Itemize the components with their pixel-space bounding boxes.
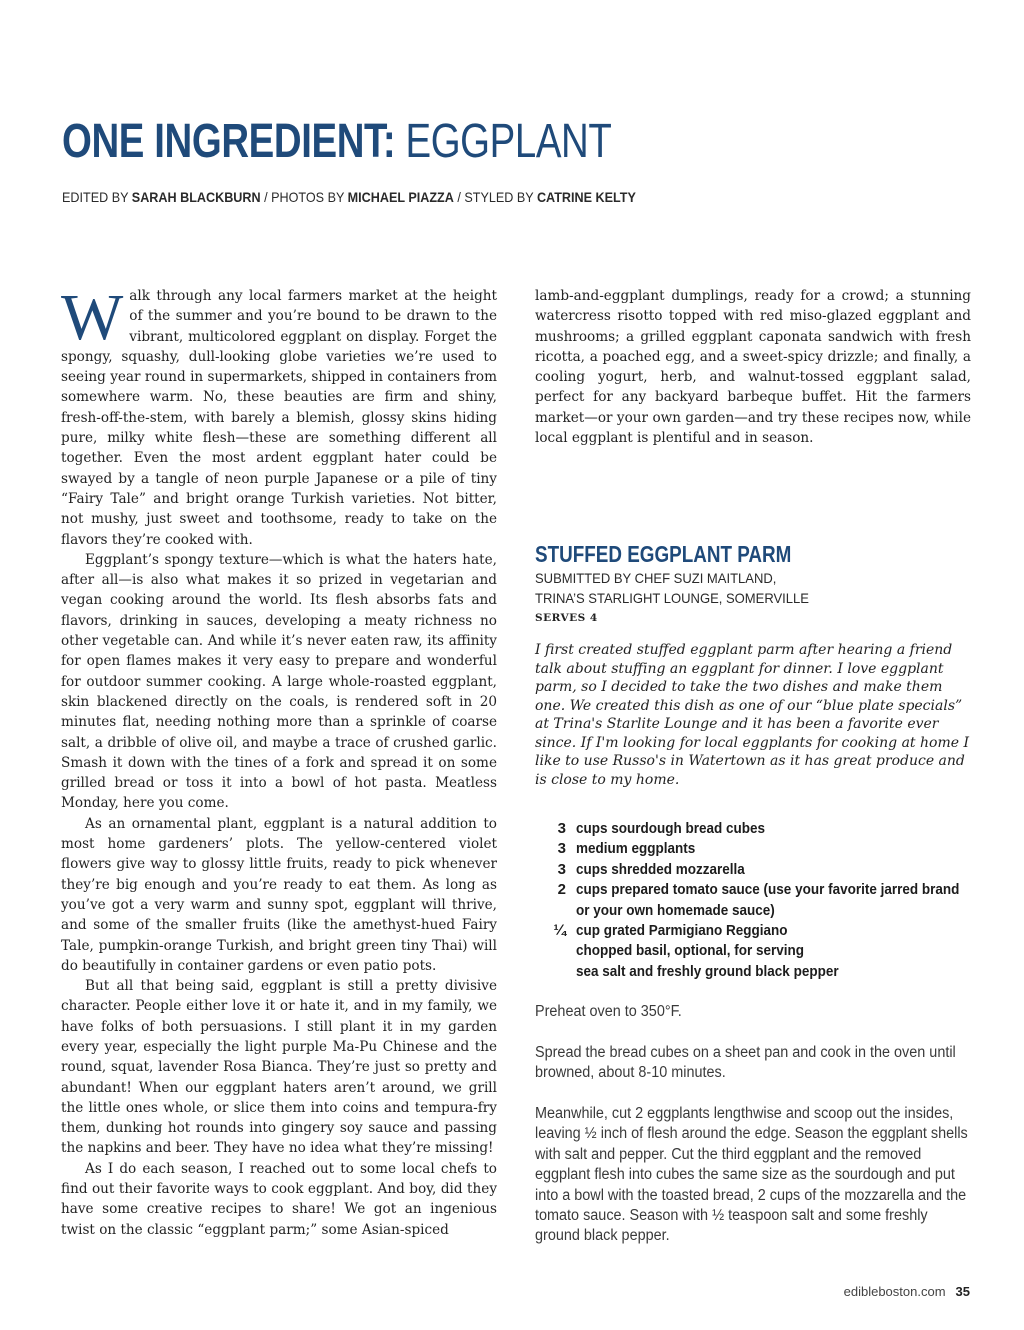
editor-name: SARAH BLACKBURN: [131, 189, 261, 205]
paragraph-text: alk through any local farmers market at the height of the summer and you’re bound to be drawn to the vibrant, multicolored eggplant on display. Forget the spongy, squashy, dull-looking globe varieties we’re used to seeing year round in supermarkets, shipped in containers from somewhere warm. No, these beauties are firm and shiny, fresh-off-the-stem, with barely a blemish, glossy skins hiding pure, milky white flesh—these are something different all together. Even the most ardent eggplant hater could be swayed by a tangle of neon purple Japanese or a pile of tiny “Fairy Tale” and bright orange Turkish varieties. Not bitter, not mushy, just sweet and toothsome, ready to take on the flavors they’re cooked with.: [61, 288, 497, 548]
step-text: Meanwhile, cut 2 eggplants lengthwise and scoop out the insides, leaving ½ inch of flesh around the edge. Season the eggplant shells with salt and pepper. Cut the third eggplant and the removed eggplant flesh into cubes the same size as the sourdough and put into a bowl with the toasted bread, 2 cups of the mozzarella and the tomato sauce. Season with ½ teaspoon salt and some freshly ground black pepper.: [535, 1105, 968, 1245]
ingredient-item: [535, 860, 975, 880]
ingredient-item: [535, 839, 975, 859]
recipe-step: [535, 1043, 975, 1084]
credits-line: [62, 188, 636, 206]
ingredient-text: chopped basil, optional, for serving: [576, 942, 805, 960]
recipe-headnote: I first created stuffed eggplant parm after hearing a friend talk about stuffing an eggplant for dinner. I love eggplant parm, so I decided to take the two dishes and make them one. We created this dish as one of our “blue plate specials” at Trina's Starlite Lounge and it has been a favorite ever since. If I'm looking for local eggplants for cooking at home I like to use Russo's in Watertown as it has great produce and is close to my home.: [535, 642, 969, 788]
drop-cap: W: [61, 281, 124, 354]
recipe-step: [535, 1104, 975, 1247]
photos-label: / PHOTOS BY: [264, 189, 345, 205]
ingredient-text: medium eggplants: [576, 840, 696, 858]
page-number: 35: [955, 1284, 970, 1299]
ingredient-item: [535, 962, 975, 982]
submitted-line-2: TRINA’S STARLIGHT LOUNGE, SOMERVILLE: [535, 590, 809, 606]
article-continuation: lamb-and-eggplant dumplings, ready for a crowd; a stunning watercress risotto topped with red miso-glazed eggplant and mushrooms; a grilled eggplant caponata sandwich with fresh ricotta, a poached egg, and a sweet-spicy drizzle; and finally, a cooling yogurt, herb, and walnut-tossed eggplant salad, perfect for any backyard barbeque buffet. Hit the farmers market—or your own garden—and try these recipes now, while local eggplant is plentiful and in season.: [535, 288, 971, 447]
page-footer: [844, 1284, 970, 1300]
submitted-line-1: SUBMITTED BY CHEF SUZI MAITLAND,: [535, 570, 777, 586]
photographer-name: MICHAEL PIAZZA: [347, 189, 454, 205]
ingredient-qty: 3: [557, 860, 566, 878]
article-paragraph: [61, 281, 497, 550]
ingredient-text: sea salt and freshly ground black pepper: [576, 962, 839, 980]
ingredient-item: [535, 819, 975, 839]
title-bold: ONE INGREDIENT:: [62, 115, 396, 168]
stylist-name: CATRINE KELTY: [536, 189, 636, 205]
ingredient-item: [535, 921, 975, 941]
recipe-submitted-by: [535, 568, 809, 608]
footer-site: edibleboston.com: [843, 1284, 946, 1299]
ingredient-text: cups shredded mozzarella: [576, 860, 745, 878]
title-light: EGGPLANT: [405, 115, 612, 168]
article-paragraph: Eggplant’s spongy texture—which is what the haters hate, after all—is also what makes it so prized in vegetarian and vegan cooking around the world. Its flesh absorbs fats and flavors, drinking in sauces, developing a meaty richness no other vegetable can. And while it’s never eaten raw, its affinity for open flames makes it very easy to prepare and wonderful for outdoor summer cooking. A large whole-roasted eggplant, skin blackened directly on the coals, is rendered soft in 20 minutes flat, needing nothing more than a sprinkle of coarse salt, a dribble of olive oil, and maybe a trace of crushed garlic. Smash it down with the tines of a fork and spread it on some grilled bread or toss it into a bowl of hot pasta. Meatless Monday, here you come.: [61, 551, 497, 812]
recipe-title: STUFFED EGGPLANT PARM: [535, 541, 792, 567]
ingredient-text: cups prepared tomato sauce (use your favorite jarred brand or your own homemade sauce): [576, 881, 960, 919]
step-text: Preheat oven to 350°F.: [535, 1003, 682, 1020]
ingredient-item: [535, 880, 975, 921]
ingredient-text: cups sourdough bread cubes: [576, 820, 766, 837]
ingredient-qty: 2: [557, 881, 566, 899]
article-paragraph: As an ornamental plant, eggplant is a natural addition to most home gardeners’ plots. The yellow-centered violet flowers give way to glossy little fruits, ready to pick whenever they’re big enough and you’re ready to eat them. As long as you’ve got a very warm and sunny spot, eggplant will thrive, and some of the smaller fruits (like the amethyst-hued Fairy Tale, pumpkin-orange Turkish, and bright green tiny Thai) will do beautifully in container gardens or even patio pots.: [61, 815, 497, 974]
edited-label: EDITED BY: [62, 189, 129, 205]
ingredient-text: cup grated Parmigiano Reggiano: [576, 922, 788, 940]
ingredient-list: [535, 819, 975, 982]
ingredient-qty: 3: [557, 840, 566, 858]
styled-label: / STYLED BY: [457, 189, 534, 205]
step-text: Spread the bread cubes on a sheet pan and cook in the oven until browned, about 8-10 minutes.: [535, 1044, 956, 1082]
article-paragraph: As I do each season, I reached out to some local chefs to find out their favorite ways to cook eggplant. And boy, did they have some creative recipes to share! We got an ingenious twist on the classic “eggplant parm;” some Asian-spiced: [61, 1160, 497, 1238]
ingredient-qty: ¼: [553, 922, 566, 940]
recipe-step: [535, 1002, 975, 1022]
ingredient-item: [535, 941, 975, 961]
article-paragraph: But all that being said, eggplant is still a pretty divisive character. People either love it or hate it, and in my family, we have folks of both persuasions. I still plant it in my garden every year, especially the light purple Ma-Pu Chinese and the round, squat, lavender Rosa Bianca. They’re just so pretty and abundant! When our eggplant haters aren’t around, we grill the little ones whole, or slice them into coins and tempura-fry them, dunking hot rounds into gingery soy sauce and passing the napkins and beer. They have no idea what they’re missing!: [61, 978, 497, 1157]
page-title: [62, 112, 611, 172]
ingredient-qty: 3: [557, 820, 566, 837]
article-column-left: [61, 281, 497, 1240]
recipe-serves: SERVES 4: [535, 612, 598, 624]
